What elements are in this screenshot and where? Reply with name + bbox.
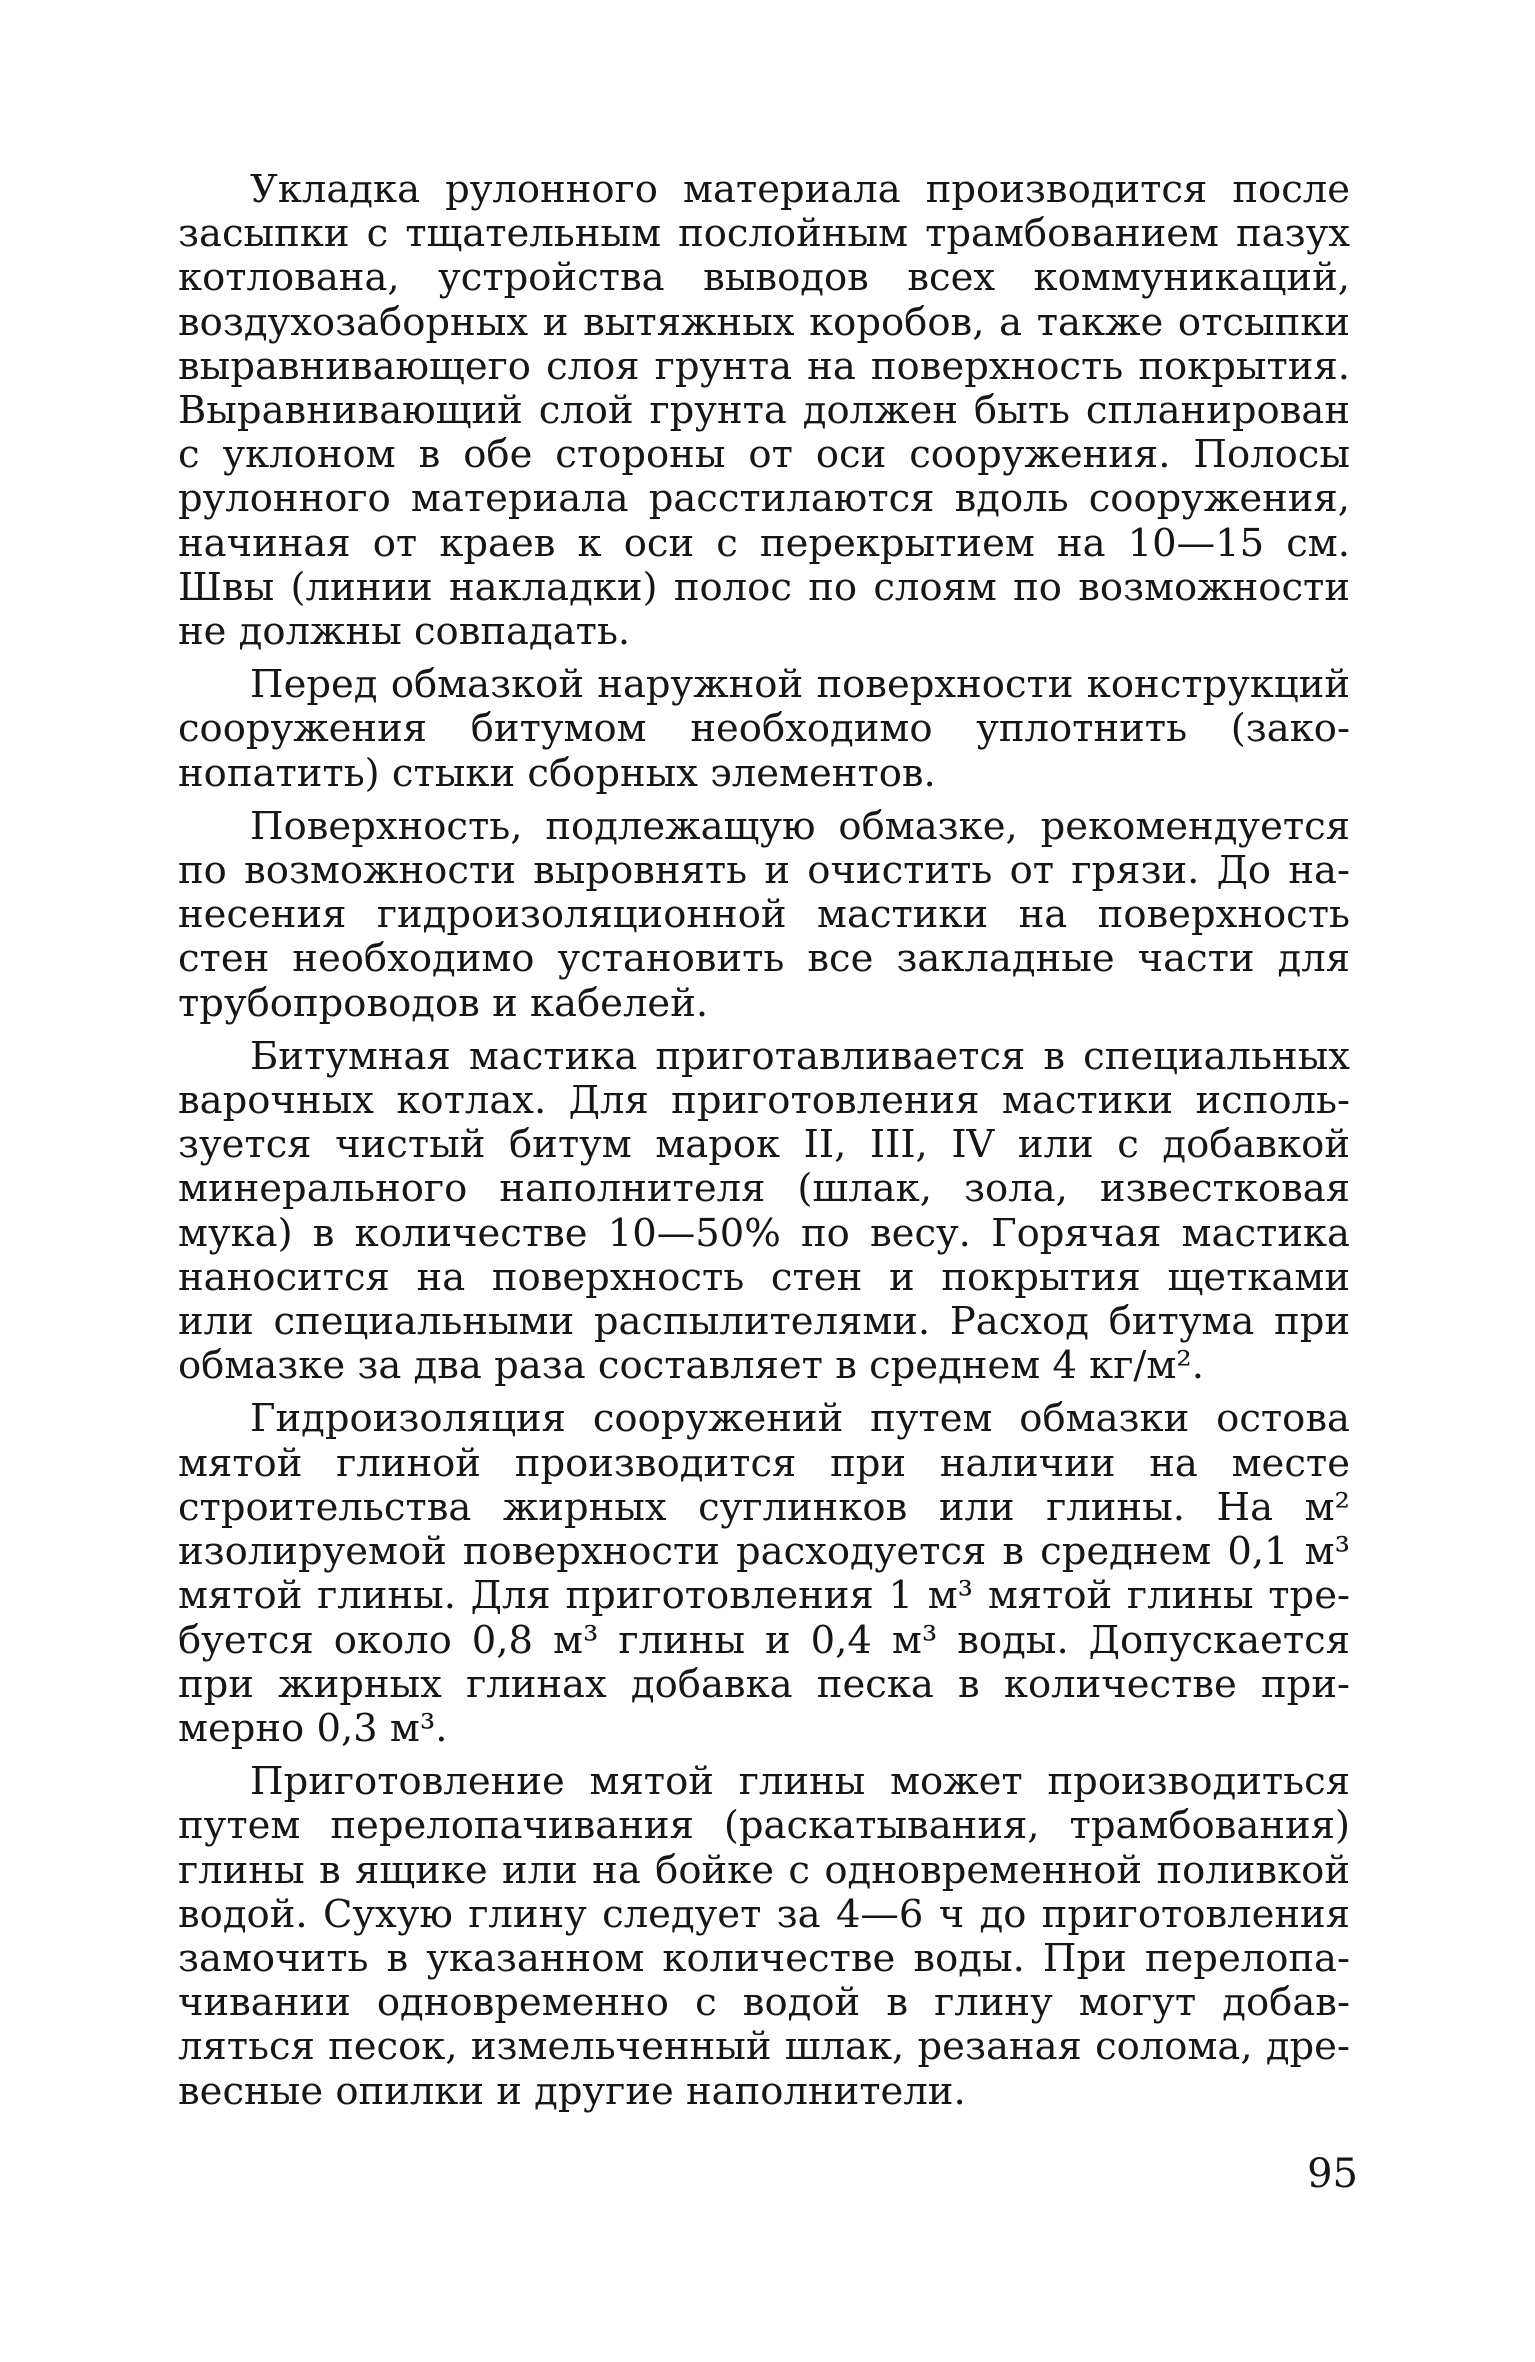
paragraph-joint-sealing: Перед обмазкой наружной поверхности конструкций сооружения битумом необходимо уплотнить (законопатить) стыки сборных элементов. (178, 662, 1350, 796)
paragraph-bitumen-mastic: Битумная мастика приготавливается в специальных варочных котлах. Для приготовления мастики используется чистый битум марок II, III, IV или с добавкой минерального наполнителя (шлак, зола, известковая мука) в количестве 10—50% по весу. Горячая мастика наносится на поверхность стен и покрытия щетками или специальными распылителями. Расход битума при обмазке за два раза составляет в среднем 4 кг/м². (178, 1033, 1350, 1389)
page-number: 95 (1307, 2151, 1358, 2197)
paragraph-clay-waterproofing: Гидроизоляция сооружений путем обмазки остова мятой глиной производится при наличии на месте строительства жирных суглинков или глины. На м² изолируемой поверхности расходуется в среднем 0,1 м³ мятой глины. Для приготовления 1 м³ мятой глины требуется около 0,8 м³ глины и 0,4 м³ воды. Допускается при жирных глинах добавка песка в количестве примерно 0,3 м³. (178, 1396, 1350, 1751)
paragraph-surface-preparation: Поверхность, подлежащую обмазке, рекомендуется по возможности выровнять и очистить от грязи. До нанесения гидроизоляционной мастики на поверхность стен необходимо установить все закладные части для трубопроводов и кабелей. (178, 803, 1350, 1026)
paragraph-clay-preparation: Приготовление мятой глины может производиться путем перелопачивания (раскатывания, трамбования) глины в ящике или на бойке с одновременной поливкой водой. Сухую глину следует за 4—6 ч до приготовления замочить в указанном количестве воды. При перелопачивании одновременно с водой в глину могут добавляться песок, измельченный шлак, резаная солома, древесные опилки и другие наполнители. (178, 1759, 1350, 2114)
page-body (178, 168, 1350, 2114)
paragraph-rolled-material: Укладка рулонного материала производится после засыпки с тщательным послойным трамбованием пазух котлована, устройства выводов всех коммуникаций, воздухозаборных и вытяжных коробов, а также отсыпки выравнивающего слоя грунта на поверхность покрытия. Выравнивающий слой грунта должен быть спланирован с уклоном в обе стороны от оси сооружения. Полосы рулонного материала расстилаются вдоль сооружения, начиная от краев к оси с перекрытием на 10—15 см. Швы (линии накладки) полос по слоям по возможности не должны совпадать. (178, 167, 1350, 655)
